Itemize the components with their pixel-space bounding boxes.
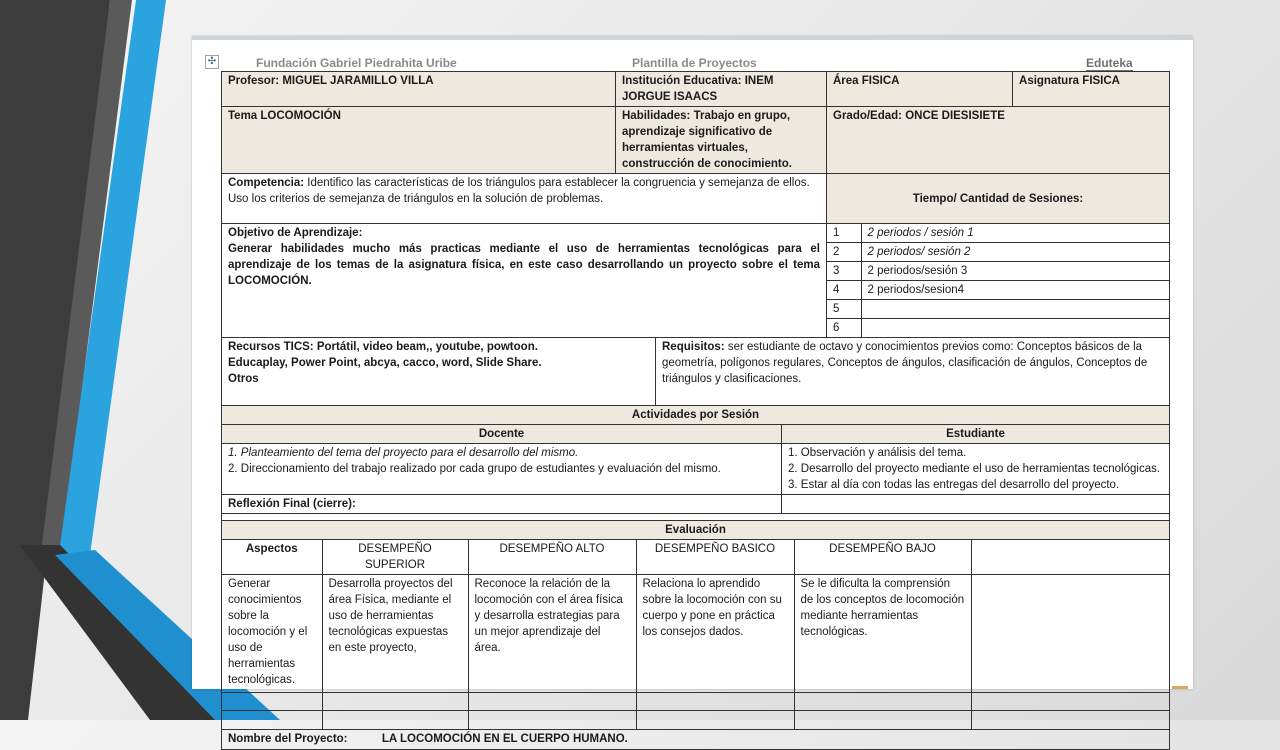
eval-bajo: Se le dificulta la comprensión de los conceptos de locomoción mediante herramientas tecnológicas.: [794, 575, 971, 693]
recursos-cell: Recursos TICS: Portátil, video beam,, youtube, powtoon. Educaplay, Power Point, abcya, cacco, word, Slide Share. Otros: [222, 338, 656, 406]
estudiante-activities: 1. Observación y análisis del tema. 2. Desarrollo del proyecto mediante el uso de herramientas tecnológicas. 3. Estar al día con todas las entregas del desarrollo del proyecto.: [782, 444, 1170, 495]
tiempo-title: Tiempo/ Cantidad de Sesiones:: [827, 174, 1170, 224]
reflexion-cell: Reflexión Final (cierre):: [222, 495, 782, 514]
edge-marker: [1172, 686, 1188, 689]
sessions-table: [827, 224, 1169, 337]
foundation-name: Fundación Gabriel Piedrahita Uribe: [256, 56, 457, 70]
session-row: 6: [827, 319, 1169, 338]
eval-basico: Relaciona lo aprendido sobre la locomoción con su cuerpo y pone en práctica los consejos dados.: [636, 575, 794, 693]
proyecto-name: LA LOCOMOCIÓN EN EL CUERPO HUMANO.: [381, 732, 628, 745]
session-row: 2 2 periodos/ sesión 2: [827, 243, 1169, 262]
session-row: 4 2 periodos/sesion4: [827, 281, 1169, 300]
eval-superior: Desarrolla proyectos del área Física, mediante el uso de herramientas tecnológicas expuestas en este proyecto,: [322, 575, 468, 693]
evaluacion-table: [222, 540, 1169, 729]
eval-header-bajo: DESEMPEÑO BAJO: [794, 540, 971, 575]
project-template-table: [221, 71, 1170, 750]
institucion-cell: Institución Educativa: INEM JORGUE ISAACS: [616, 72, 827, 107]
eval-header-aspectos: Aspectos: [222, 540, 322, 575]
eval-header-alto: DESEMPEÑO ALTO: [468, 540, 636, 575]
habilidades-cell: Habilidades: Trabajo en grupo, aprendizaje significativo de herramientas virtuales, construcción de conocimiento.: [616, 107, 827, 174]
table-move-icon[interactable]: ✣: [205, 55, 219, 69]
tema-cell: Tema LOCOMOCIÓN: [222, 107, 616, 174]
eval-aspecto: Generar conocimientos sobre la locomoción y el uso de herramientas tecnológicas.: [222, 575, 322, 693]
session-row: 3 2 periodos/sesión 3: [827, 262, 1169, 281]
area-cell: Área FISICA: [827, 72, 1013, 107]
docente-header: Docente: [222, 425, 782, 444]
evaluacion-cell: [222, 540, 1170, 730]
grado-cell: Grado/Edad: ONCE DIESISIETE: [827, 107, 1170, 174]
session-row: 1 2 periodos / sesión 1: [827, 224, 1169, 243]
eval-alto: Reconoce la relación de la locomoción con el área física y desarrolla estrategias para un mejor aprendizaje del área.: [468, 575, 636, 693]
profesor-cell: Profesor: MIGUEL JARAMILLO VILLA: [222, 72, 616, 107]
sessions-cell: [827, 224, 1170, 338]
document-sheet: [192, 36, 1193, 745]
eval-header-basico: DESEMPEÑO BASICO: [636, 540, 794, 575]
asignatura-cell: Asignatura FISICA: [1013, 72, 1170, 107]
spacer-row: [222, 514, 1170, 521]
reflexion-right-cell: [782, 495, 1170, 514]
session-row: 5: [827, 300, 1169, 319]
estudiante-header: Estudiante: [782, 425, 1170, 444]
eval-header-extra: [971, 540, 1169, 575]
eval-extra: [971, 575, 1169, 693]
template-title: Plantilla de Proyectos: [632, 56, 757, 70]
docente-activities: 1. Planteamiento del tema del proyecto para el desarrollo del mismo. 2. Direccionamiento del trabajo realizado por cada grupo de estudiantes y evaluación del mismo.: [222, 444, 782, 495]
objetivo-cell: Objetivo de Aprendizaje: Generar habilidades mucho más practicas mediante el uso de herramientas tecnológicas para el aprendizaje de los temas de la asignatura física, en este caso desarrollando un proyecto sobre el tema LOCOMOCIÓN.: [222, 224, 827, 338]
competencia-cell: Competencia: Identifico las características de los triángulos para establecer la congruencia y semejanza de ellos. Uso los criterios de semejanza de triángulos en la solución de problemas.: [222, 174, 827, 224]
evaluacion-title: Evaluación: [222, 521, 1170, 540]
requisitos-cell: Requisitos: ser estudiante de octavo y conocimientos previos como: Conceptos básicos de la geometría, polígonos regulares, Conceptos de ángulos, clasificación de ángulos, Conceptos de triángulos y clasificaciones.: [656, 338, 1170, 406]
eval-header-superior: DESEMPEÑO SUPERIOR: [322, 540, 468, 575]
brand-label: Eduteka: [1086, 56, 1133, 70]
actividades-title: Actividades por Sesión: [222, 406, 1170, 425]
proyecto-cell: Nombre del Proyecto: LA LOCOMOCIÓN EN EL CUERPO HUMANO.: [222, 729, 1170, 749]
